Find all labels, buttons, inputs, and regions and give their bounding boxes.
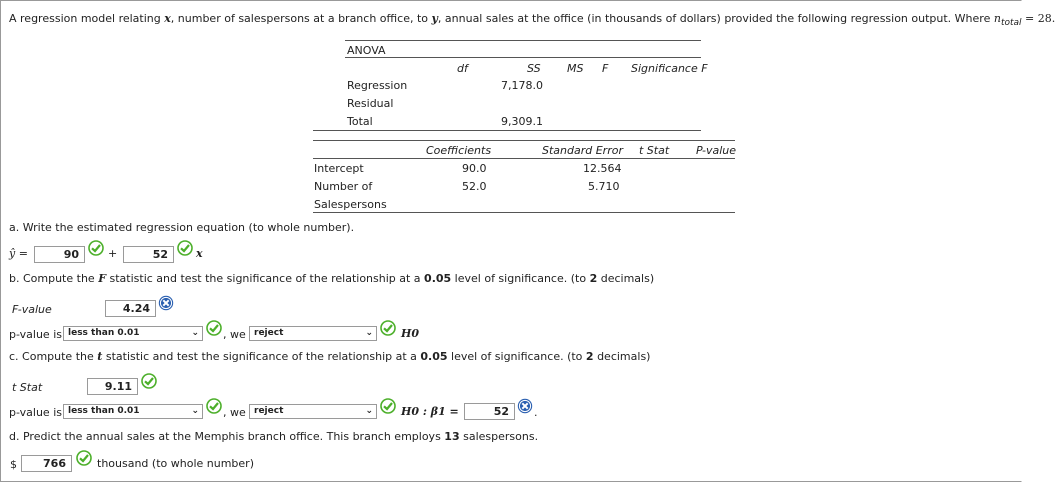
anova-bottom-rule bbox=[313, 130, 701, 131]
anova-top-rule bbox=[345, 40, 701, 41]
coef-row-label-cont: Salespersons bbox=[314, 198, 387, 211]
coef-row-se: 12.564 bbox=[583, 162, 622, 175]
correct-check-icon bbox=[206, 398, 222, 414]
coef-row-label: Number of bbox=[314, 180, 373, 193]
correct-check-icon bbox=[76, 450, 92, 466]
coef-row-label: Intercept bbox=[314, 162, 364, 175]
correct-check-icon bbox=[141, 373, 157, 389]
anova-header-ms: MS bbox=[567, 62, 584, 75]
chevron-down-icon: ⌄ bbox=[365, 328, 373, 338]
anova-row-ss: 7,178.0 bbox=[501, 79, 543, 92]
anova-header-ss: SS bbox=[527, 62, 541, 75]
coef-row-coef: 90.0 bbox=[462, 162, 487, 175]
coef-row-se: 5.710 bbox=[588, 180, 620, 193]
anova-row-label: Total bbox=[347, 115, 373, 128]
decision-select[interactable]: reject ⌄ bbox=[249, 404, 377, 419]
period: . bbox=[534, 406, 538, 419]
anova-header-rule bbox=[345, 57, 701, 58]
correct-check-icon bbox=[88, 240, 104, 256]
correct-check-icon bbox=[380, 320, 396, 336]
decision-select[interactable]: reject ⌄ bbox=[249, 326, 377, 341]
we-label: , we bbox=[223, 328, 246, 341]
yhat-label: ŷ = bbox=[9, 247, 28, 260]
anova-header-f: F bbox=[602, 62, 609, 75]
part-d-question: d. Predict the annual sales at the Memphis branch office. This branch employs 13 salespersons. bbox=[9, 430, 539, 443]
coef-bottom-rule bbox=[313, 212, 735, 213]
x-variable: x bbox=[196, 247, 203, 260]
chevron-down-icon: ⌄ bbox=[191, 328, 199, 338]
t-stat-label: t Stat bbox=[12, 381, 43, 394]
plus-sign: + bbox=[108, 247, 118, 260]
coef-header-tstat: t Stat bbox=[639, 144, 670, 157]
we-label: , we bbox=[223, 406, 246, 419]
prediction-input[interactable]: 766 bbox=[21, 455, 72, 472]
chevron-down-icon: ⌄ bbox=[191, 406, 199, 416]
anova-row-label: Regression bbox=[347, 79, 408, 92]
f-value-input[interactable]: 4.24 bbox=[105, 300, 156, 317]
coef-header-stderr: Standard Error bbox=[542, 144, 623, 157]
null-hypothesis-label: H0 : β1 = bbox=[401, 405, 459, 418]
anova-header-sigf: Significance F bbox=[631, 62, 708, 75]
slope-input[interactable]: 52 bbox=[123, 246, 174, 263]
beta-value-input[interactable]: 52 bbox=[464, 403, 515, 420]
intro-text: A regression model relating x, number of salespersons at a branch office, to y, annual sales at the office (in thousands of dollars) provided the following regression output. Where $n_{total} = 28$. bbox=[9, 12, 1055, 29]
p-value-select[interactable]: less than 0.01 ⌄ bbox=[63, 326, 203, 341]
incorrect-cross-icon bbox=[158, 295, 174, 311]
coef-header-coefficients: Coefficients bbox=[426, 144, 492, 157]
part-a-question: a. Write the estimated regression equation (to whole number). bbox=[9, 221, 355, 234]
f-value-label: F-value bbox=[12, 303, 52, 316]
part-c-question: c. Compute the t statistic and test the significance of the relationship at a 0.05 level of significance. (to 2 decimals) bbox=[9, 350, 651, 363]
p-value-label: p-value is bbox=[9, 328, 62, 341]
t-stat-input[interactable]: 9.11 bbox=[87, 378, 138, 395]
coef-header-rule bbox=[313, 158, 735, 159]
incorrect-cross-icon bbox=[517, 398, 533, 414]
anova-header-df: df bbox=[457, 62, 468, 75]
part-b-question: b. Compute the F statistic and test the significance of the relationship at a 0.05 level of significance. (to 2 decimals) bbox=[9, 272, 655, 285]
coef-row-coef: 52.0 bbox=[462, 180, 487, 193]
coef-header-pvalue: P-value bbox=[696, 144, 737, 157]
coef-top-rule bbox=[313, 140, 735, 141]
p-value-select[interactable]: less than 0.01 ⌄ bbox=[63, 404, 203, 419]
correct-check-icon bbox=[177, 240, 193, 256]
correct-check-icon bbox=[380, 398, 396, 414]
correct-check-icon bbox=[206, 320, 222, 336]
anova-title: ANOVA bbox=[347, 44, 386, 57]
anova-row-ss: 9,309.1 bbox=[501, 115, 543, 128]
unit-label: thousand (to whole number) bbox=[97, 457, 254, 470]
null-hypothesis-label: H0 bbox=[401, 327, 420, 340]
dollar-sign: $ bbox=[10, 458, 17, 471]
p-value-label: p-value is bbox=[9, 406, 62, 419]
intercept-input[interactable]: 90 bbox=[34, 246, 85, 263]
chevron-down-icon: ⌄ bbox=[365, 406, 373, 416]
anova-row-label: Residual bbox=[347, 97, 394, 110]
